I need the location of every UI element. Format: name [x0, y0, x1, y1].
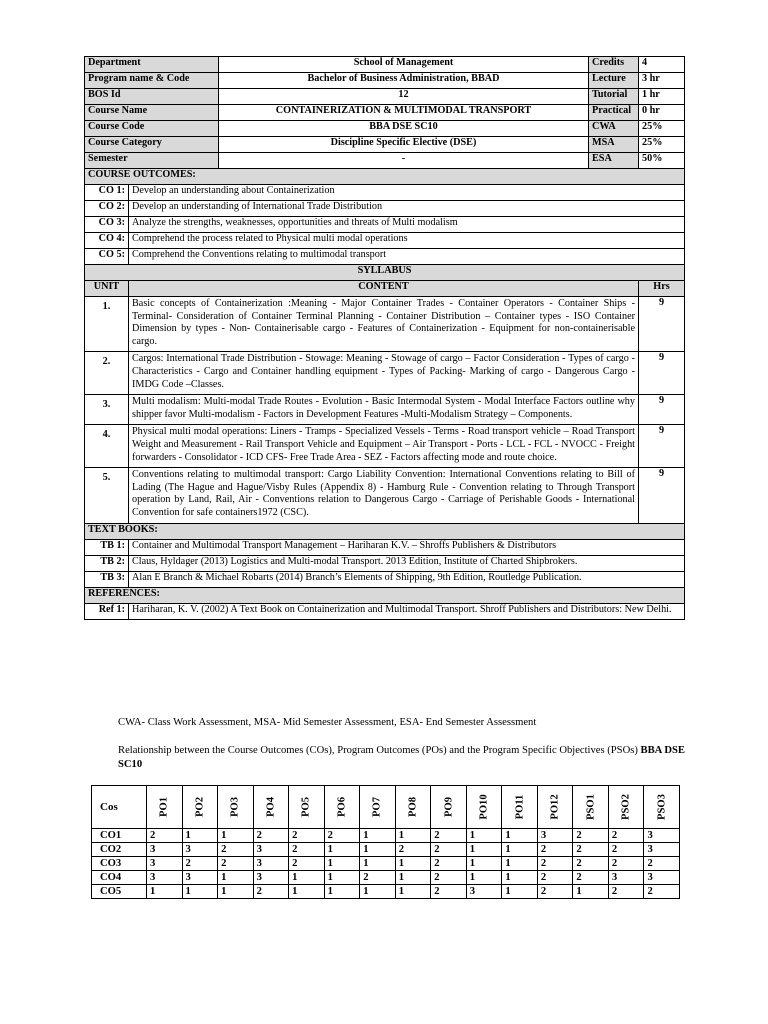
info-value: Discipline Specific Elective (DSE) [219, 137, 589, 153]
unit-number: 5. [85, 468, 129, 523]
info-value: BBA DSE SC10 [219, 121, 589, 137]
mapping-cell: 2 [431, 871, 467, 885]
outcome-column-label: PO6 [336, 796, 348, 818]
mapping-cell: 1 [218, 885, 254, 899]
outcome-column-header [182, 786, 218, 829]
reference [85, 603, 685, 619]
outcome-column-header [608, 786, 644, 829]
mapping-row [92, 871, 680, 885]
course-info-row [85, 57, 685, 73]
outcome-column-label: PO9 [443, 796, 455, 818]
textbook [85, 555, 685, 571]
syllabus-unit-row [85, 395, 685, 425]
textbook-id: TB 3: [85, 571, 129, 587]
cos-header: Cos [92, 786, 147, 829]
mapping-cell: 2 [573, 843, 609, 857]
outcome-column-header [466, 786, 502, 829]
outcome-column-label: PO5 [300, 796, 312, 818]
course-outcome-text: Comprehend the Conventions relating to multimodal transport [129, 249, 685, 265]
reference-text: Hariharan, K. V. (2002) A Text Book on Containerization and Multimodal Transport. Shroff Publishers and Distributors: New Delhi. [129, 603, 685, 619]
course-outcome-text: Develop an understanding about Containerization [129, 185, 685, 201]
syllabus-unit-row [85, 425, 685, 468]
course-outcomes-heading: COURSE OUTCOMES: [85, 169, 685, 185]
mapping-cell: 1 [395, 885, 431, 899]
mapping-cell: 1 [466, 871, 502, 885]
outcome-column-header [218, 786, 254, 829]
mapping-co-label: CO3 [92, 857, 147, 871]
outcome-column-label-wrap [186, 786, 215, 828]
course-info-row [85, 73, 685, 89]
unit-hours: 9 [639, 468, 685, 523]
mapping-cell: 1 [466, 843, 502, 857]
course-info-row [85, 121, 685, 137]
mapping-cell: 1 [502, 829, 538, 843]
unit-content: Cargos: International Trade Distribution - Stowage: Meaning - Stowage of cargo – Factor Consideration - Types of cargo - Characteristics - Cargo and Container handling equipment - Types of Packing- Marking of cargo - Dangerous Cargo - IMDG Code –Classes. [129, 352, 639, 395]
course-outcome [85, 201, 685, 217]
outcome-column-label: PO10 [478, 794, 490, 820]
outcome-column-header [147, 786, 183, 829]
load-value: 25% [639, 137, 685, 153]
mapping-cell: 3 [182, 843, 218, 857]
course-syllabus-table [84, 56, 685, 620]
load-label: Practical [589, 105, 639, 121]
outcome-column-header [360, 786, 396, 829]
course-outcome [85, 249, 685, 265]
outcome-column-header [431, 786, 467, 829]
outcome-column-header [537, 786, 573, 829]
load-label: Credits [589, 57, 639, 73]
mapping-row [92, 857, 680, 871]
mapping-cell: 1 [360, 857, 396, 871]
hrs-header: Hrs [639, 281, 685, 297]
info-label: Semester [85, 153, 219, 169]
load-label: Tutorial [589, 89, 639, 105]
textbooks-heading-row [85, 523, 685, 539]
mapping-cell: 2 [431, 885, 467, 899]
mapping-co-label: CO1 [92, 829, 147, 843]
outcome-column-label: PO12 [549, 794, 561, 820]
mapping-cell: 1 [360, 829, 396, 843]
mapping-cell: 1 [324, 871, 360, 885]
mapping-cell: 1 [147, 885, 183, 899]
course-outcome [85, 233, 685, 249]
mapping-cell: 2 [537, 885, 573, 899]
mapping-cell: 1 [182, 885, 218, 899]
outcome-column-label: PO3 [229, 796, 241, 818]
info-label: BOS Id [85, 89, 219, 105]
references-heading: REFERENCES: [85, 587, 685, 603]
relationship-course-code: BBA DSE SC10 [118, 745, 686, 770]
info-value: CONTAINERIZATION & MULTIMODAL TRANSPORT [219, 105, 589, 121]
mapping-cell: 1 [182, 829, 218, 843]
mapping-cell: 1 [360, 843, 396, 857]
mapping-cell: 1 [324, 885, 360, 899]
outcome-column-header [324, 786, 360, 829]
syllabus-unit-row [85, 352, 685, 395]
outcome-column-label-wrap [363, 786, 392, 828]
outcome-column-label: PO8 [407, 796, 419, 818]
mapping-cell: 1 [395, 871, 431, 885]
mapping-cell: 2 [289, 857, 325, 871]
mapping-cell: 2 [644, 885, 680, 899]
mapping-cell: 2 [573, 857, 609, 871]
outcome-column-header [573, 786, 609, 829]
unit-content: Multi modalism: Multi-modal Trade Routes - Evolution - Basic Intermodal System - Modal Interface Factors outline why shipper favor Multi-modalism - Factors in Development Features -Multi-Modalism Strategy – Components. [129, 395, 639, 425]
outcome-column-label: PO11 [514, 794, 526, 820]
load-value: 4 [639, 57, 685, 73]
mapping-cell: 2 [537, 871, 573, 885]
syllabus-unit-row [85, 297, 685, 352]
outcome-column-label: PSO2 [620, 794, 632, 820]
textbook-text: Container and Multimodal Transport Management – Hariharan K.V. – Shroffs Publishers & Distributors [129, 539, 685, 555]
course-outcomes-heading-row [85, 169, 685, 185]
load-label: MSA [589, 137, 639, 153]
mapping-cell: 2 [573, 829, 609, 843]
info-label: Course Category [85, 137, 219, 153]
mapping-cell: 3 [537, 829, 573, 843]
co-po-mapping-table [91, 785, 680, 899]
mapping-cell: 2 [395, 843, 431, 857]
outcome-column-label-wrap [399, 786, 428, 828]
mapping-cell: 2 [147, 829, 183, 843]
textbook-id: TB 1: [85, 539, 129, 555]
load-label: CWA [589, 121, 639, 137]
load-label: Lecture [589, 73, 639, 89]
mapping-cell: 2 [253, 885, 289, 899]
outcome-column-label-wrap [150, 786, 179, 828]
load-value: 0 hr [639, 105, 685, 121]
textbooks-heading: TEXT BOOKS: [85, 523, 685, 539]
info-label: Program name & Code [85, 73, 219, 89]
syllabus-header-row [85, 281, 685, 297]
info-value: 12 [219, 89, 589, 105]
outcome-column-label: PO4 [265, 796, 277, 818]
course-outcome-id: CO 4: [85, 233, 129, 249]
mapping-cell: 2 [324, 829, 360, 843]
unit-hours: 9 [639, 425, 685, 468]
course-outcome-id: CO 5: [85, 249, 129, 265]
textbook-id: TB 2: [85, 555, 129, 571]
mapping-cell: 1 [289, 871, 325, 885]
mapping-cell: 2 [253, 829, 289, 843]
outcome-column-label-wrap [647, 786, 676, 828]
mapping-co-label: CO4 [92, 871, 147, 885]
references-heading-row [85, 587, 685, 603]
syllabus-heading-row [85, 265, 685, 281]
outcome-column-label-wrap [328, 786, 357, 828]
outcome-column-header [253, 786, 289, 829]
mapping-cell: 3 [466, 885, 502, 899]
mapping-cell: 2 [182, 857, 218, 871]
syllabus-unit-row [85, 468, 685, 523]
mapping-cell: 3 [253, 843, 289, 857]
mapping-cell: 3 [644, 843, 680, 857]
info-value: Bachelor of Business Administration, BBAD [219, 73, 589, 89]
mapping-cell: 3 [644, 829, 680, 843]
info-label: Course Code [85, 121, 219, 137]
mapping-cell: 2 [218, 843, 254, 857]
mapping-cell: 2 [537, 843, 573, 857]
mapping-cell: 2 [431, 857, 467, 871]
outcome-column-label-wrap [505, 786, 534, 828]
mapping-cell: 1 [502, 885, 538, 899]
mapping-cell: 1 [218, 871, 254, 885]
mapping-cell: 2 [537, 857, 573, 871]
course-outcome [85, 217, 685, 233]
load-label: ESA [589, 153, 639, 169]
course-outcome-id: CO 2: [85, 201, 129, 217]
textbook [85, 571, 685, 587]
mapping-co-label: CO5 [92, 885, 147, 899]
mapping-cell: 2 [218, 857, 254, 871]
syllabus-heading: SYLLABUS [85, 265, 685, 281]
outcome-column-header [644, 786, 680, 829]
course-outcome-text: Comprehend the process related to Physical multi modal operations [129, 233, 685, 249]
mapping-cell: 3 [253, 857, 289, 871]
course-outcome-id: CO 1: [85, 185, 129, 201]
relationship-heading-text: Relationship between the Course Outcomes (COs), Program Outcomes (POs) and the Program Specific Objectives (PSOs) [118, 745, 638, 756]
unit-number: 1. [85, 297, 129, 352]
mapping-row [92, 843, 680, 857]
unit-hours: 9 [639, 297, 685, 352]
reference-id: Ref 1: [85, 603, 129, 619]
mapping-cell: 2 [360, 871, 396, 885]
mapping-cell: 1 [573, 885, 609, 899]
outcome-column-label: PO2 [194, 796, 206, 818]
mapping-cell: 1 [466, 857, 502, 871]
outcome-column-label-wrap [576, 786, 605, 828]
course-info-row [85, 89, 685, 105]
mapping-cell: 2 [644, 857, 680, 871]
mapping-cell: 2 [431, 829, 467, 843]
mapping-cell: 2 [289, 843, 325, 857]
mapping-cell: 1 [324, 843, 360, 857]
mapping-row [92, 885, 680, 899]
unit-header: UNIT [85, 281, 129, 297]
outcome-column-label: PO1 [158, 796, 170, 818]
mapping-cell: 1 [466, 829, 502, 843]
mapping-cell: 2 [608, 857, 644, 871]
mapping-row [92, 829, 680, 843]
unit-content: Physical multi modal operations: Liners - Tramps - Specialized Vessels - Terms - Road transport vehicle – Road Transport Weight and Measurement - Rail Transport Vehicle and Equipment – Air Transport - Ports - LCL - FCL - NVOCC - Freight forwarders - Consolidator - ICD CFS- Free Trade Area - SEZ - Factors affecting mode and route choice. [129, 425, 639, 468]
assessment-footnote: CWA- Class Work Assessment, MSA- Mid Semester Assessment, ESA- End Semester Assessment [118, 717, 537, 728]
course-info-row [85, 153, 685, 169]
course-info-row [85, 137, 685, 153]
course-info-row [85, 105, 685, 121]
load-value: 25% [639, 121, 685, 137]
info-label: Course Name [85, 105, 219, 121]
outcome-column-header [395, 786, 431, 829]
course-outcome-text: Develop an understanding of International Trade Distribution [129, 201, 685, 217]
mapping-cell: 3 [147, 857, 183, 871]
unit-number: 2. [85, 352, 129, 395]
mapping-cell: 1 [360, 885, 396, 899]
unit-hours: 9 [639, 352, 685, 395]
outcome-column-header [289, 786, 325, 829]
unit-number: 3. [85, 395, 129, 425]
mapping-cell: 2 [573, 871, 609, 885]
content-header: CONTENT [129, 281, 639, 297]
course-outcome-text: Analyze the strengths, weaknesses, opportunities and threats of Multi modalism [129, 217, 685, 233]
relationship-heading [118, 744, 688, 771]
outcome-column-label-wrap [470, 786, 499, 828]
mapping-co-label: CO2 [92, 843, 147, 857]
outcome-column-label: PSO3 [656, 794, 668, 820]
unit-content: Conventions relating to multimodal transport: Cargo Liability Convention: International Conventions relating to Bill of Lading (The Hague and Hague/Visby Rules (Appendix 8) - Hamburg Rule - Convention relating to Through Transport operation by Land, Rail, Air - Conventions relation to Dangerous Cargo - Carriage of Perishable Goods - International Convention for safe containers1972 (CSC). [129, 468, 639, 523]
mapping-cell: 1 [502, 871, 538, 885]
load-value: 50% [639, 153, 685, 169]
info-value: - [219, 153, 589, 169]
textbook-text: Alan E Branch & Michael Robarts (2014) Branch’s Elements of Shipping, 9th Edition, Routledge Publication. [129, 571, 685, 587]
outcome-column-header [502, 786, 538, 829]
mapping-cell: 1 [324, 857, 360, 871]
mapping-cell: 3 [253, 871, 289, 885]
unit-hours: 9 [639, 395, 685, 425]
course-outcome-id: CO 3: [85, 217, 129, 233]
outcome-column-label-wrap [541, 786, 570, 828]
outcome-column-label-wrap [612, 786, 641, 828]
unit-content: Basic concepts of Containerization :Meaning - Major Container Trades - Container Operators - Container Ships - Terminal- Consideration of Container Terminal Planning - Container Distribution – Container types - ISO Container Dimension by types - Non- Containerisable cargo - Features of Containerization - Equipment for non-containerisable cargo. [129, 297, 639, 352]
load-value: 3 hr [639, 73, 685, 89]
mapping-cell: 2 [431, 843, 467, 857]
mapping-cell: 1 [289, 885, 325, 899]
textbook-text: Claus, Hyldager (2013) Logistics and Multi-modal Transport. 2013 Edition, Institute of Charted Shipbrokers. [129, 555, 685, 571]
mapping-cell: 1 [395, 857, 431, 871]
mapping-cell: 3 [644, 871, 680, 885]
outcome-column-label: PO7 [371, 796, 383, 818]
info-value: School of Management [219, 57, 589, 73]
outcome-column-label-wrap [434, 786, 463, 828]
info-label: Department [85, 57, 219, 73]
load-value: 1 hr [639, 89, 685, 105]
mapping-cell: 3 [147, 871, 183, 885]
mapping-cell: 1 [395, 829, 431, 843]
mapping-cell: 3 [182, 871, 218, 885]
outcome-column-label-wrap [292, 786, 321, 828]
mapping-cell: 3 [147, 843, 183, 857]
mapping-cell: 2 [608, 885, 644, 899]
mapping-cell: 1 [218, 829, 254, 843]
mapping-cell: 2 [289, 829, 325, 843]
outcome-column-label-wrap [257, 786, 286, 828]
mapping-cell: 1 [502, 857, 538, 871]
unit-number: 4. [85, 425, 129, 468]
outcome-column-label-wrap [221, 786, 250, 828]
mapping-cell: 1 [502, 843, 538, 857]
course-outcome [85, 185, 685, 201]
mapping-cell: 2 [608, 829, 644, 843]
outcome-column-label: PSO1 [585, 794, 597, 820]
mapping-cell: 3 [608, 871, 644, 885]
textbook [85, 539, 685, 555]
mapping-cell: 2 [608, 843, 644, 857]
mapping-header-row [92, 786, 680, 829]
